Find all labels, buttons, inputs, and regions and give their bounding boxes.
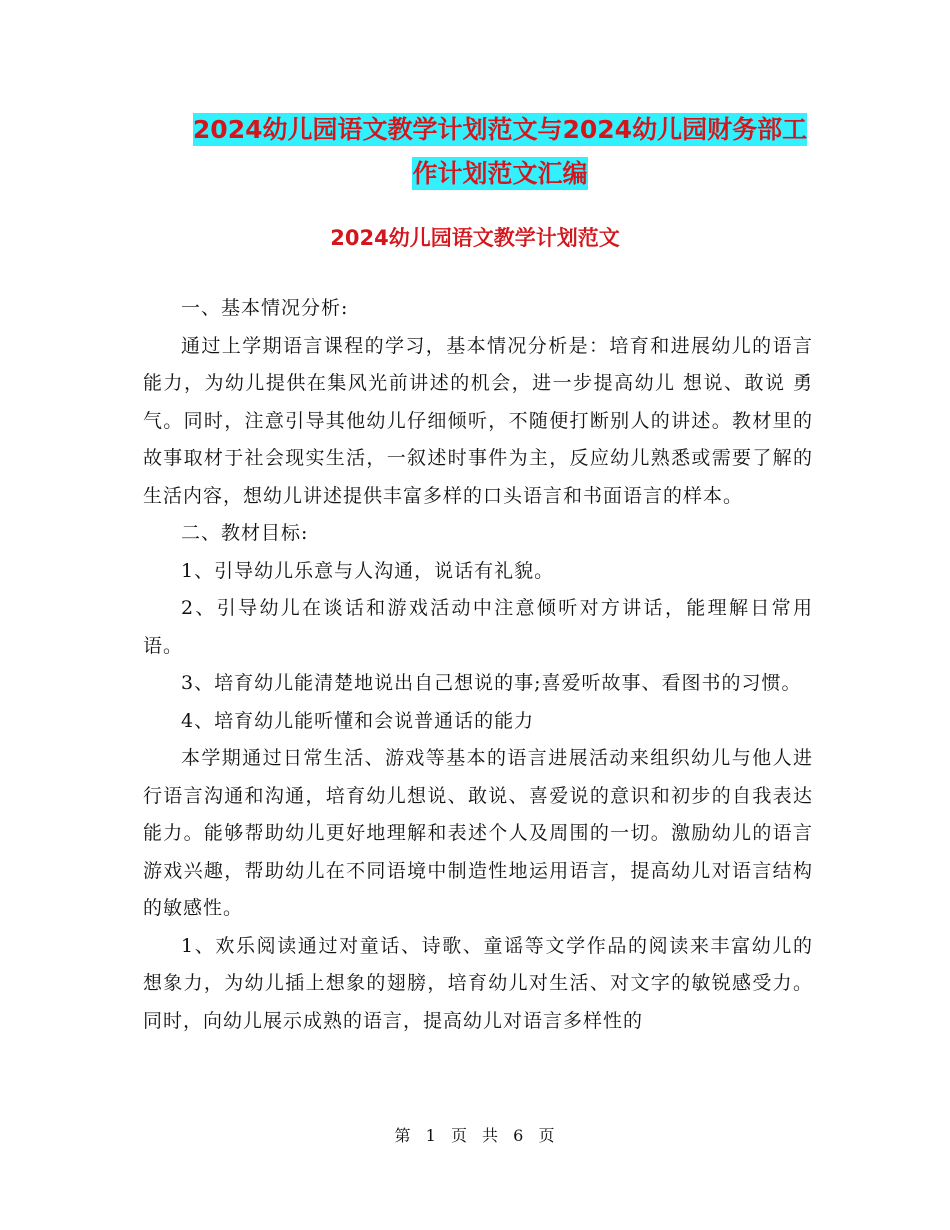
footer-page-total: 6: [513, 1126, 525, 1145]
section-title: 2024幼儿园语文教学计划范文: [330, 226, 620, 250]
footer-total-unit: 页: [538, 1126, 556, 1145]
paragraph-heading-2: 二、教材目标:: [181, 522, 309, 544]
footer-page-current: 1: [425, 1126, 437, 1145]
paragraph: 通过上学期语言课程的学习，基本情况分析是：培育和进展幼儿的语言能力，为幼儿提供在集风光前讲述的机会，进一步提高幼儿 想说、敢说 勇气。同时，注意引导其他幼儿仔细倾听，不随便打断别人的讲述。教材里的故事取材于社会现实生活，一叙述时事件为主，反应幼儿熟悉或需要了解的生活内容，想幼儿讲述提供丰富多样的口头语言和书面语言的样本。: [143, 334, 813, 507]
document-body: [143, 290, 813, 1040]
document-title-line-2: [140, 151, 860, 196]
list-item: 3、培育幼儿能清楚地说出自己想说的事;喜爱听故事、看图书的习惯。: [181, 672, 802, 694]
document-title-highlight-1: 2024幼儿园语文教学计划范文与2024幼儿园财务部工: [192, 115, 808, 144]
list-item: 4、培育幼儿能听懂和会说普通话的能力: [181, 709, 535, 732]
document-title-line-1: [140, 107, 860, 152]
footer-total-label: 共: [482, 1126, 500, 1145]
list-item: 1、引导幼儿乐意与人沟通，说话有礼貌。: [181, 559, 555, 582]
page-footer: [0, 1124, 950, 1148]
document-title-highlight-2: 作计划范文汇编: [412, 159, 588, 188]
paragraph-heading-1: 一、基本情况分析:: [181, 297, 349, 319]
footer-page-unit: 页: [450, 1126, 468, 1145]
list-item: 1、欢乐阅读通过对童话、诗歌、童谣等文学作品的阅读来丰富幼儿的想象力，为幼儿插上想象的翅膀，培育幼儿对生活、对文字的敏锐感受力。同时，向幼儿展示成熟的语言，提高幼儿对语言多样性的: [143, 934, 813, 1032]
list-item: 2、引导幼儿在谈话和游戏活动中注意倾听对方讲话，能理解日常用语。: [143, 597, 813, 657]
paragraph: 本学期通过日常生活、游戏等基本的语言进展活动来组织幼儿与他人进行语言沟通和沟通，培育幼儿想说、敢说、喜爱说的意识和初步的自我表达能力。能够帮助幼儿更好地理解和表述个人及周围的一切。激励幼儿的语言游戏兴趣，帮助幼儿在不同语境中制造性地运用语言，提高幼儿对语言结构的敏感性。: [143, 747, 813, 919]
footer-page-label: 第: [394, 1126, 412, 1145]
